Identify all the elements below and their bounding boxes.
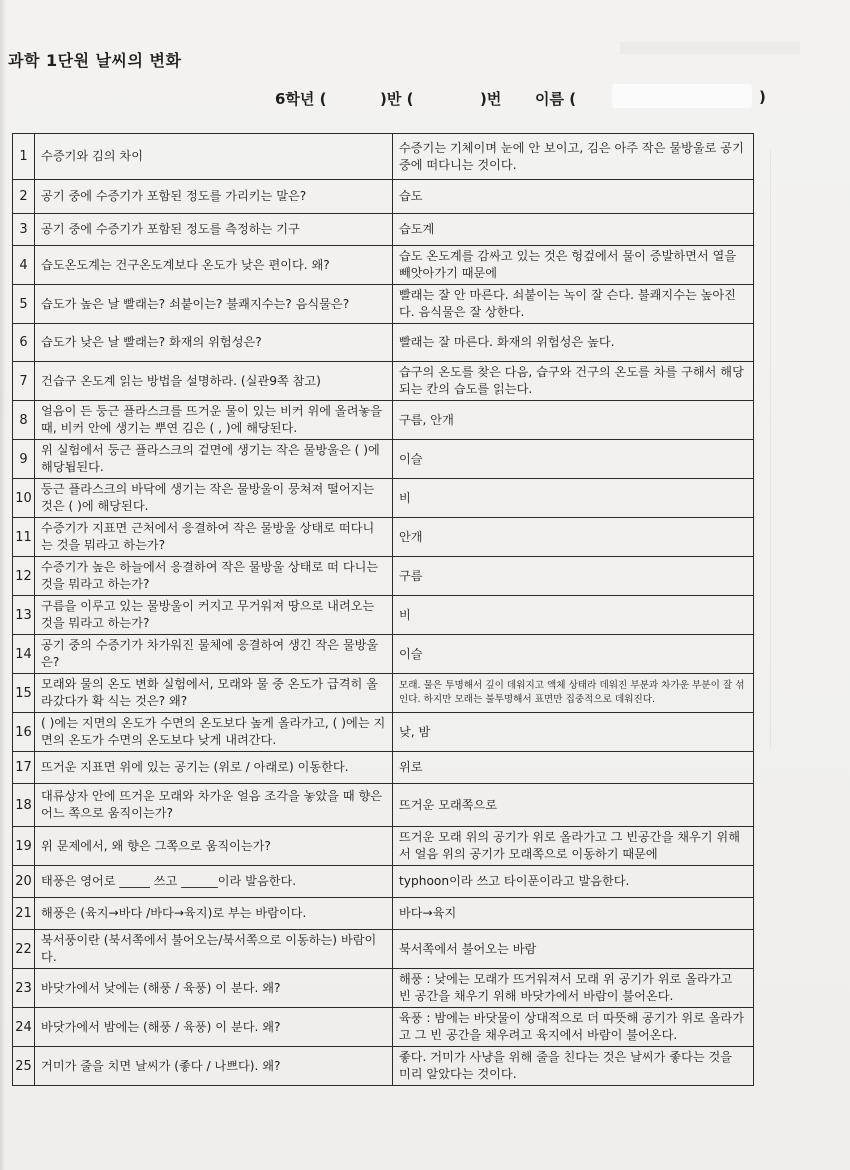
question-number: 18 <box>13 784 35 827</box>
question-cell: 공기 중에 수증기가 포함된 정도를 가리키는 말은? <box>35 180 393 214</box>
table-row <box>13 362 754 401</box>
table-row <box>13 440 754 479</box>
table-row <box>13 866 754 898</box>
answer-cell: 구름 <box>393 557 754 596</box>
question-number: 22 <box>13 930 35 969</box>
answer-cell: 위로 <box>393 752 754 784</box>
bleed-through <box>620 42 800 54</box>
answer-cell: 해풍 : 낮에는 모래가 뜨거워져서 모래 위 공기가 위로 올라가고 빈 공간을 채우기 위해 바닷가에서 바람이 불어온다. <box>393 969 754 1008</box>
answer-cell: 비 <box>393 596 754 635</box>
table-row <box>13 246 754 285</box>
question-cell: 습도온도계는 건구온도계보다 온도가 낮은 편이다. 왜? <box>35 246 393 285</box>
table-row <box>13 479 754 518</box>
table-row <box>13 285 754 324</box>
answer-cell: 습도 <box>393 180 754 214</box>
question-cell: 대류상자 안에 뜨거운 모래와 차가운 얼음 조각을 놓았을 때 향은 어느 쪽으로 움직이는가? <box>35 784 393 827</box>
answer-cell: 습구의 온도를 찾은 다음, 습구와 건구의 온도를 차를 구해서 해당되는 칸의 습도를 읽는다. <box>393 362 754 401</box>
answer-cell: 수증기는 기체이며 눈에 안 보이고, 김은 아주 작은 물방울로 공기 중에 떠다니는 것이다. <box>393 134 754 180</box>
question-cell: 얼음이 든 둥근 플라스크를 뜨거운 물이 있는 비커 위에 올려놓을 때, 비커 안에 생기는 뿌연 김은 ( , )에 해당된다. <box>35 401 393 440</box>
answer-cell: 육풍 : 밤에는 바닷물이 상대적으로 더 따뜻해 공기가 위로 올라가고 그 빈 공간을 채우려고 육지에서 바람이 불어온다. <box>393 1008 754 1047</box>
question-cell: 습도가 낮은 날 빨래는? 화재의 위험성은? <box>35 324 393 362</box>
answer-cell: 뜨거운 모래쪽으로 <box>393 784 754 827</box>
question-cell: 습도가 높은 날 빨래는? 쇠붙이는? 불쾌지수는? 음식물은? <box>35 285 393 324</box>
answer-cell: 낮, 밤 <box>393 713 754 752</box>
answer-cell: typhoon이라 쓰고 타이푼이라고 발음한다. <box>393 866 754 898</box>
question-cell: 바닷가에서 밤에는 (해풍 / 육풍) 이 분다. 왜? <box>35 1008 393 1047</box>
table-row <box>13 1008 754 1047</box>
table-row <box>13 214 754 246</box>
table-row <box>13 1047 754 1086</box>
scan-edge <box>0 0 6 1170</box>
table-row <box>13 324 754 362</box>
name-label: 이름 ( <box>535 90 577 108</box>
table-row <box>13 827 754 866</box>
table-row <box>13 930 754 969</box>
question-number: 5 <box>13 285 35 324</box>
question-cell: 거미가 줄을 치면 날씨가 (좋다 / 나쁘다). 왜? <box>35 1047 393 1086</box>
table-row <box>13 713 754 752</box>
answer-cell: 이슬 <box>393 440 754 479</box>
question-number: 20 <box>13 866 35 898</box>
table-row <box>13 635 754 674</box>
question-number: 15 <box>13 674 35 713</box>
question-cell: 바닷가에서 낮에는 (해풍 / 육풍) 이 분다. 왜? <box>35 969 393 1008</box>
bleed-through-grid <box>770 150 841 750</box>
table-row <box>13 518 754 557</box>
grade-label: 6학년 ( <box>275 90 327 108</box>
question-number: 17 <box>13 752 35 784</box>
answer-cell: 비 <box>393 479 754 518</box>
question-cell: 공기 중에 수증기가 포함된 정도를 측정하는 기구 <box>35 214 393 246</box>
table-row <box>13 898 754 930</box>
answer-cell: 구름, 안개 <box>393 401 754 440</box>
question-cell: 모래와 물의 온도 변화 실험에서, 모래와 물 중 온도가 급격히 올라갔다가 확 식는 것은? 왜? <box>35 674 393 713</box>
answer-cell: 빨래는 잘 안 마른다. 쇠붙이는 녹이 잘 슨다. 불쾌지수는 높아진다. 음식물은 잘 상한다. <box>393 285 754 324</box>
table-row <box>13 401 754 440</box>
question-cell: ( )에는 지면의 온도가 수면의 온도보다 높게 올라가고, ( )에는 지면의 온도가 수면의 온도보다 낮게 내려간다. <box>35 713 393 752</box>
question-number: 9 <box>13 440 35 479</box>
question-number: 8 <box>13 401 35 440</box>
answer-cell: 북서쪽에서 불어오는 바람 <box>393 930 754 969</box>
question-cell: 공기 중의 수증기가 차가워진 물체에 응결하여 생긴 작은 물방울은? <box>35 635 393 674</box>
table-row <box>13 134 754 180</box>
question-cell: 북서풍이란 (북서쪽에서 불어오는/북서쪽으로 이동하는) 바람이다. <box>35 930 393 969</box>
question-number: 11 <box>13 518 35 557</box>
name-close-paren: ) <box>759 88 766 106</box>
question-number: 21 <box>13 898 35 930</box>
answer-cell: 뜨거운 모래 위의 공기가 위로 올라가고 그 빈공간을 채우기 위해서 얼음 위의 공기가 모래쪽으로 이동하기 때문에 <box>393 827 754 866</box>
answer-cell: 모래. 물은 투명해서 깊이 데워지고 액체 상태라 데워진 부분과 차가운 부분이 잘 섞인다. 하지만 모래는 불투명해서 표면만 집중적으로 데워진다. <box>393 674 754 713</box>
class-label: )반 ( <box>380 90 414 108</box>
answer-cell: 바다→육지 <box>393 898 754 930</box>
answer-cell: 습도 온도계를 감싸고 있는 것은 헝겊에서 물이 증발하면서 열을 빼앗아가기 때문에 <box>393 246 754 285</box>
answer-cell: 좋다. 거미가 사냥을 위해 줄을 친다는 것은 날씨가 좋다는 것을 미리 알았다는 것이다. <box>393 1047 754 1086</box>
question-number: 23 <box>13 969 35 1008</box>
question-number: 12 <box>13 557 35 596</box>
table-row <box>13 674 754 713</box>
answer-cell: 습도계 <box>393 214 754 246</box>
answer-cell: 안개 <box>393 518 754 557</box>
table-row <box>13 180 754 214</box>
question-cell: 해풍은 (육지→바다 /바다→육지)로 부는 바람이다. <box>35 898 393 930</box>
question-cell: 수증기가 지표면 근처에서 응결하여 작은 물방울 상태로 떠다니는 것을 뭐라고 하는가? <box>35 518 393 557</box>
question-number: 13 <box>13 596 35 635</box>
question-number: 3 <box>13 214 35 246</box>
question-number: 4 <box>13 246 35 285</box>
number-label: )번 <box>480 90 502 108</box>
worksheet-title: 과학 1단원 날씨의 변화 <box>8 51 182 70</box>
question-cell: 위 실험에서 둥근 플라스크의 겉면에 생기는 작은 물방울은 ( )에 해당됩된다. <box>35 440 393 479</box>
table-row <box>13 557 754 596</box>
question-cell: 둥근 플라스크의 바닥에 생기는 작은 물방울이 뭉쳐져 떨어지는 것은 ( )에 해당된다. <box>35 479 393 518</box>
question-cell: 위 문제에서, 왜 향은 그쪽으로 움직이는가? <box>35 827 393 866</box>
answer-cell: 이슬 <box>393 635 754 674</box>
qa-table-body <box>13 134 754 1086</box>
table-row <box>13 596 754 635</box>
question-number: 1 <box>13 134 35 180</box>
table-row <box>13 969 754 1008</box>
question-number: 2 <box>13 180 35 214</box>
qa-table <box>12 133 754 1086</box>
question-cell: 구름을 이루고 있는 물방울이 커지고 무거워져 땅으로 내려오는 것을 뭐라고 하는가? <box>35 596 393 635</box>
table-row <box>13 752 754 784</box>
question-number: 19 <box>13 827 35 866</box>
question-number: 6 <box>13 324 35 362</box>
question-number: 7 <box>13 362 35 401</box>
question-number: 25 <box>13 1047 35 1086</box>
name-redaction <box>612 84 752 108</box>
question-number: 16 <box>13 713 35 752</box>
question-cell: 수증기가 높은 하늘에서 응결하여 작은 물방울 상태로 떠 다니는 것을 뭐라고 하는가? <box>35 557 393 596</box>
question-cell: 태풍은 영어로 _____ 쓰고 ______이라 발음한다. <box>35 866 393 898</box>
question-number: 10 <box>13 479 35 518</box>
question-cell: 뜨거운 지표면 위에 있는 공기는 (위로 / 아래로) 이동한다. <box>35 752 393 784</box>
question-cell: 건습구 온도계 읽는 방법을 설명하라. (실관9쪽 참고) <box>35 362 393 401</box>
question-number: 24 <box>13 1008 35 1047</box>
question-number: 14 <box>13 635 35 674</box>
answer-cell: 빨래는 잘 마른다. 화재의 위험성은 높다. <box>393 324 754 362</box>
table-row <box>13 784 754 827</box>
question-cell: 수증기와 김의 차이 <box>35 134 393 180</box>
